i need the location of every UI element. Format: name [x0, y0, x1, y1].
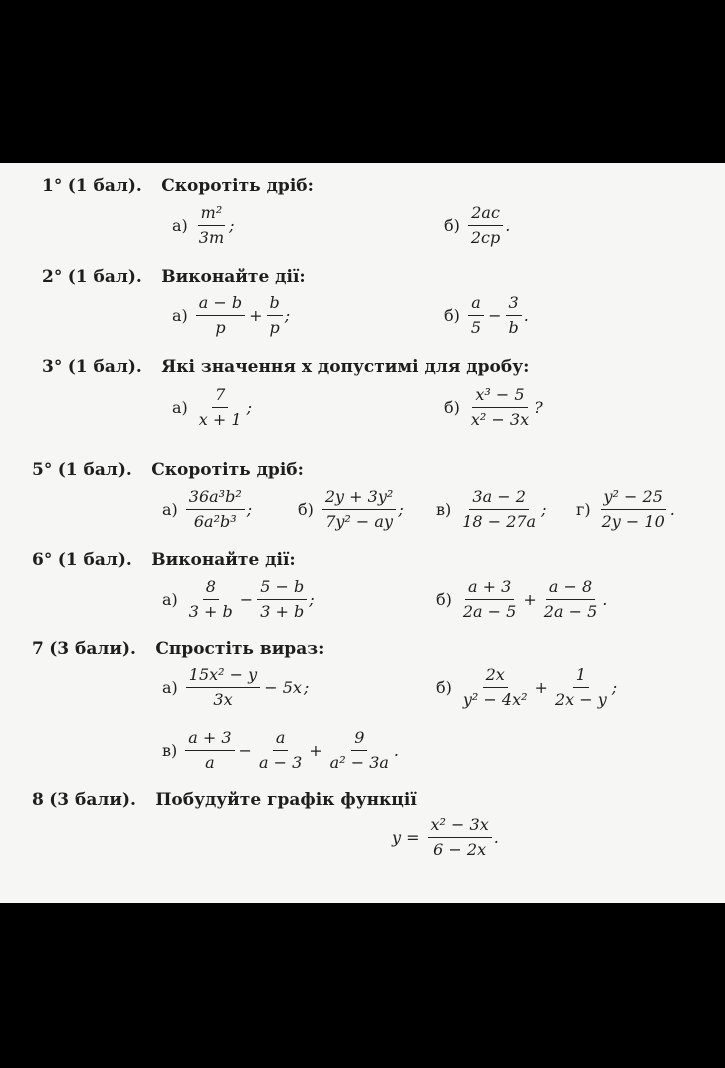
task-number: 3° [42, 357, 63, 377]
numerator: 9 [351, 728, 367, 751]
task-8-heading [32, 789, 417, 811]
task-points: (1 бал). [57, 460, 132, 480]
item-label: а) [172, 216, 188, 235]
numerator: 1 [573, 665, 589, 688]
numerator: a + 3 [465, 577, 514, 600]
task-points: (3 бали). [49, 639, 136, 659]
item-label: в) [162, 741, 178, 760]
task-7b-expression [436, 665, 617, 710]
task-number: 5° [32, 460, 53, 480]
task-points: (1 бал). [67, 267, 142, 287]
punctuation: . [393, 741, 399, 760]
task-text: Спростіть вираз: [155, 639, 325, 659]
fraction [257, 577, 307, 622]
denominator: 18 − 27a [462, 512, 537, 531]
item-label: в) [436, 500, 452, 519]
operator: − [238, 741, 252, 760]
denominator: 2a − 5 [543, 602, 598, 621]
fraction [322, 487, 396, 532]
item-label: б) [436, 678, 452, 697]
task-text: Побудуйте графік функції [155, 790, 417, 810]
punctuation: ; [246, 398, 252, 417]
item-label: а) [162, 678, 178, 697]
fraction [468, 385, 532, 430]
numerator: a − b [196, 293, 245, 316]
item-label: б) [436, 590, 452, 609]
numerator: a [273, 728, 289, 751]
numerator: 3 [506, 293, 522, 316]
item-label: б) [444, 306, 460, 325]
denominator: 2y − 10 [601, 512, 665, 531]
task-6b-expression [436, 577, 607, 622]
task-text: Виконайте дії: [161, 267, 306, 287]
punctuation: . [493, 828, 499, 847]
item-label: а) [162, 590, 178, 609]
item-label: б) [444, 216, 460, 235]
numerator: 2ac [468, 203, 503, 226]
fraction [196, 385, 245, 430]
denominator: 5 [470, 318, 482, 337]
numerator: 36a³b² [186, 487, 245, 510]
task-number: 2° [42, 267, 63, 287]
denominator: p [215, 318, 226, 337]
operator: − [488, 306, 502, 325]
item-label: а) [162, 500, 178, 519]
punctuation: ; [246, 500, 253, 519]
punctuation: . [523, 306, 529, 325]
denominator: x² − 3x [470, 410, 530, 429]
denominator: y² − 4x² [462, 690, 528, 709]
task-1a-expression [172, 203, 235, 248]
worksheet [0, 163, 725, 903]
punctuation: ; [541, 500, 547, 519]
denominator: a [205, 753, 215, 772]
denominator: 3 + b [188, 602, 233, 621]
punctuation: ; [229, 216, 235, 235]
fraction [599, 487, 668, 532]
task-points: (1 бал). [57, 550, 132, 570]
task-3b-expression [444, 385, 543, 430]
numerator: 3a − 2 [469, 487, 528, 510]
punctuation: ; [309, 590, 315, 609]
fraction [185, 728, 234, 773]
denominator: x + 1 [198, 410, 242, 429]
denominator: b [508, 318, 519, 337]
task-5a-expression [162, 487, 252, 532]
fraction [552, 665, 610, 710]
task-3a-expression [172, 385, 252, 430]
numerator: x³ − 5 [472, 385, 527, 408]
fraction [196, 203, 227, 248]
fraction [256, 728, 305, 773]
operator: + [534, 678, 548, 697]
task-7-heading [32, 638, 324, 660]
task-2b-expression [444, 293, 529, 338]
task-7a-expression [162, 665, 309, 710]
task-text: Скоротіть дріб: [151, 460, 304, 480]
numerator: y² − 25 [601, 487, 666, 510]
operator: + [523, 590, 537, 609]
task-5c-expression [436, 487, 546, 532]
numerator: a + 3 [185, 728, 234, 751]
task-points: (3 бали). [49, 790, 136, 810]
item-label: б) [444, 398, 460, 417]
punctuation: . [602, 590, 608, 609]
term: − 5x [264, 678, 302, 697]
task-text: Які значення x допустимі для дробу: [161, 357, 530, 377]
task-3-heading [42, 356, 529, 378]
denominator: 3 + b [260, 602, 305, 621]
fraction [186, 487, 245, 532]
punctuation: ; [611, 678, 618, 697]
numerator: 2y + 3y² [322, 487, 396, 510]
task-number: 1° [42, 176, 63, 196]
denominator: 6 − 2x [433, 840, 487, 859]
operator: + [309, 741, 323, 760]
numerator: 8 [203, 577, 219, 600]
task-number: 6° [32, 550, 53, 570]
denominator: a² − 3a [329, 753, 389, 772]
item-label: а) [172, 398, 188, 417]
item-label: г) [576, 500, 591, 519]
denominator: 2x − y [554, 690, 607, 709]
denominator: 7y² − ay [325, 512, 393, 531]
fraction [186, 665, 260, 710]
fraction [468, 293, 484, 338]
fraction [327, 728, 392, 773]
numerator: a [468, 293, 484, 316]
function-lhs: y = [392, 828, 420, 847]
numerator: 15x² − y [186, 665, 260, 688]
punctuation: ; [303, 678, 310, 697]
fraction [460, 577, 519, 622]
fraction [468, 203, 503, 248]
task-5d-expression [576, 487, 675, 532]
operator: + [249, 306, 263, 325]
denominator: a − 3 [258, 753, 303, 772]
punctuation: . [505, 216, 511, 235]
task-number: 7 [32, 639, 44, 659]
numerator: 7 [212, 385, 228, 408]
task-8-expression [392, 815, 499, 860]
task-2a-expression [172, 293, 290, 338]
denominator: 6a²b³ [193, 512, 237, 531]
numerator: 5 − b [257, 577, 307, 600]
task-1b-expression [444, 203, 510, 248]
fraction [428, 815, 492, 860]
task-1-heading [42, 175, 314, 197]
fraction [505, 293, 521, 338]
numerator: 2x [483, 665, 508, 688]
fraction [196, 293, 245, 338]
task-text: Виконайте дії: [151, 550, 296, 570]
fraction [460, 665, 531, 710]
task-2-heading [42, 266, 306, 288]
denominator: 2a − 5 [462, 602, 517, 621]
punctuation: ; [398, 500, 404, 519]
operator: − [239, 590, 254, 609]
task-text: Скоротіть дріб: [161, 176, 314, 196]
task-5b-expression [298, 487, 404, 532]
fraction [186, 577, 236, 622]
task-points: (1 бал). [67, 176, 142, 196]
numerator: a − 8 [546, 577, 595, 600]
denominator: 2cp [470, 228, 501, 247]
item-label: б) [298, 500, 314, 519]
task-points: (1 бал). [67, 357, 142, 377]
fraction [267, 293, 283, 338]
item-label: а) [172, 306, 188, 325]
task-5-heading [32, 459, 304, 481]
fraction [541, 577, 600, 622]
denominator: 3m [198, 228, 225, 247]
task-number: 8 [32, 790, 44, 810]
fraction [459, 487, 539, 532]
task-6-heading [32, 549, 296, 571]
numerator: m² [198, 203, 226, 226]
punctuation: ; [284, 306, 291, 325]
punctuation: ? [534, 398, 543, 417]
numerator: x² − 3x [428, 815, 492, 838]
denominator: 3x [213, 690, 233, 709]
punctuation: . [669, 500, 675, 519]
task-6a-expression [162, 577, 315, 622]
denominator: p [269, 318, 280, 337]
numerator: b [267, 293, 283, 316]
task-7c-expression [162, 728, 399, 773]
